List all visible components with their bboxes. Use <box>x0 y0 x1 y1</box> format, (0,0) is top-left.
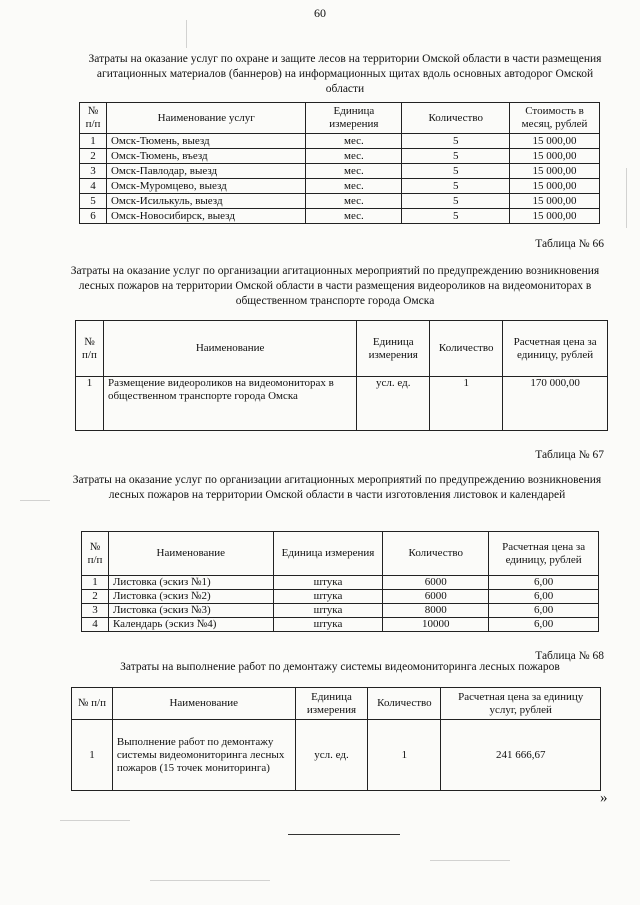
table-row <box>82 618 599 632</box>
row-cost: 15 000,00 <box>510 164 600 179</box>
row-unit: штука <box>273 576 383 590</box>
scan-speck <box>430 860 510 861</box>
row-name: Омск-Павлодар, выезд <box>106 164 305 179</box>
col-header-price: Расчетная цена за единицу, рублей <box>503 321 608 377</box>
section3-table <box>81 531 599 632</box>
section1-title: Затраты на оказание услуг по охране и защите лесов на территории Омской области в части размещения агитационных материалов (баннеров) на информационных щитах вдоль основных автодорог Омской области <box>88 53 602 95</box>
table-label-68: Таблица № 68 <box>535 650 604 662</box>
col-header-num: № п/п <box>80 103 107 134</box>
row-num: 1 <box>82 576 109 590</box>
row-num: 4 <box>82 618 109 632</box>
row-unit: усл. ед. <box>357 377 430 431</box>
row-num: 3 <box>82 604 109 618</box>
row-num: 1 <box>76 377 104 431</box>
row-qty: 6000 <box>383 576 489 590</box>
table-row <box>80 149 600 164</box>
row-unit: штука <box>273 604 383 618</box>
col-header-name: Наименование услуг <box>106 103 305 134</box>
row-num: 1 <box>72 720 113 791</box>
row-name: Календарь (эскиз №4) <box>108 618 273 632</box>
row-cost: 15 000,00 <box>510 149 600 164</box>
section3-title: Затраты на оказание услуг по организации агитационных мероприятий по предупреждению возникновения лесных пожаров на территории Омской области в части изготовления листовок и календарей <box>72 474 602 501</box>
row-name: Омск-Исилькуль, выезд <box>106 194 305 209</box>
table-label-67: Таблица № 67 <box>535 449 604 461</box>
row-cost: 15 000,00 <box>510 179 600 194</box>
row-qty: 5 <box>402 209 510 224</box>
row-price: 6,00 <box>489 590 599 604</box>
row-qty: 5 <box>402 149 510 164</box>
table-row <box>80 194 600 209</box>
col-header-unit: Единица измерения <box>306 103 402 134</box>
row-num: 1 <box>80 134 107 149</box>
col-header-unit: Единица измерения <box>357 321 430 377</box>
table-row <box>80 209 600 224</box>
table-row <box>82 590 599 604</box>
row-name: Выполнение работ по демонтажу системы видеомониторинга лесных пожаров (15 точек мониторинга) <box>112 720 295 791</box>
row-qty: 5 <box>402 194 510 209</box>
signature-line <box>288 834 400 835</box>
scan-speck <box>150 880 270 881</box>
row-unit: штука <box>273 590 383 604</box>
table-row <box>82 604 599 618</box>
section4-title: Затраты на выполнение работ по демонтажу системы видеомониторинга лесных пожаров <box>120 661 560 673</box>
row-unit: мес. <box>306 134 402 149</box>
row-num: 3 <box>80 164 107 179</box>
row-price: 6,00 <box>489 604 599 618</box>
row-name: Омск-Муромцево, выезд <box>106 179 305 194</box>
closing-quote-mark: » <box>600 790 608 806</box>
col-header-cost: Стоимость в месяц, рублей <box>510 103 600 134</box>
col-header-num: № п/п <box>72 688 113 720</box>
row-name: Листовка (эскиз №2) <box>108 590 273 604</box>
page-number: 60 <box>314 6 326 20</box>
row-price: 6,00 <box>489 576 599 590</box>
row-name: Омск-Тюмень, выезд <box>106 134 305 149</box>
col-header-qty: Количество <box>383 532 489 576</box>
col-header-qty: Количество <box>402 103 510 134</box>
table-row <box>80 134 600 149</box>
row-num: 2 <box>82 590 109 604</box>
col-header-unit: Единица измерения <box>273 532 383 576</box>
col-header-price: Расчетная цена за единицу услуг, рублей <box>441 688 601 720</box>
row-unit: мес. <box>306 164 402 179</box>
row-name: Листовка (эскиз №3) <box>108 604 273 618</box>
col-header-name: Наименование <box>103 321 356 377</box>
row-price: 6,00 <box>489 618 599 632</box>
row-unit: штука <box>273 618 383 632</box>
row-cost: 15 000,00 <box>510 209 600 224</box>
table-row <box>72 720 601 791</box>
row-qty: 5 <box>402 134 510 149</box>
section1-table <box>79 102 600 224</box>
row-name: Омск-Тюмень, въезд <box>106 149 305 164</box>
row-unit: мес. <box>306 209 402 224</box>
row-qty: 5 <box>402 164 510 179</box>
row-qty: 1 <box>430 377 503 431</box>
row-cost: 15 000,00 <box>510 194 600 209</box>
row-name: Размещение видеороликов на видеомониторах в общественном транспорте города Омска <box>103 377 356 431</box>
row-unit: мес. <box>306 179 402 194</box>
row-cost: 15 000,00 <box>510 134 600 149</box>
section4-table <box>71 687 601 791</box>
row-price: 170 000,00 <box>503 377 608 431</box>
row-name: Листовка (эскиз №1) <box>108 576 273 590</box>
col-header-num: № п/п <box>76 321 104 377</box>
row-num: 5 <box>80 194 107 209</box>
row-unit: усл. ед. <box>295 720 368 791</box>
col-header-price: Расчетная цена за единицу, рублей <box>489 532 599 576</box>
row-price: 241 666,67 <box>441 720 601 791</box>
col-header-num: № п/п <box>82 532 109 576</box>
scan-speck <box>60 820 130 821</box>
section2-title: Затраты на оказание услуг по организации агитационных мероприятий по предупреждению возникновения лесных пожаров на территории Омской области в части размещения видеороликов на видеомониторах в общественном транспорте города Омска <box>70 265 600 307</box>
table-label-66: Таблица № 66 <box>535 238 604 250</box>
scan-speck <box>20 500 50 501</box>
table-row <box>76 377 608 431</box>
row-qty: 1 <box>368 720 441 791</box>
row-unit: мес. <box>306 149 402 164</box>
row-qty: 10000 <box>383 618 489 632</box>
col-header-qty: Количество <box>430 321 503 377</box>
table-row <box>82 576 599 590</box>
row-num: 4 <box>80 179 107 194</box>
col-header-name: Наименование <box>112 688 295 720</box>
scan-speck <box>186 20 187 48</box>
table-row <box>80 164 600 179</box>
col-header-qty: Количество <box>368 688 441 720</box>
row-num: 6 <box>80 209 107 224</box>
row-num: 2 <box>80 149 107 164</box>
row-qty: 6000 <box>383 590 489 604</box>
scan-speck <box>626 168 627 228</box>
section2-table <box>75 320 608 431</box>
row-qty: 5 <box>402 179 510 194</box>
table-row <box>80 179 600 194</box>
row-unit: мес. <box>306 194 402 209</box>
row-name: Омск-Новосибирск, выезд <box>106 209 305 224</box>
col-header-unit: Единица измерения <box>295 688 368 720</box>
row-qty: 8000 <box>383 604 489 618</box>
col-header-name: Наименование <box>108 532 273 576</box>
